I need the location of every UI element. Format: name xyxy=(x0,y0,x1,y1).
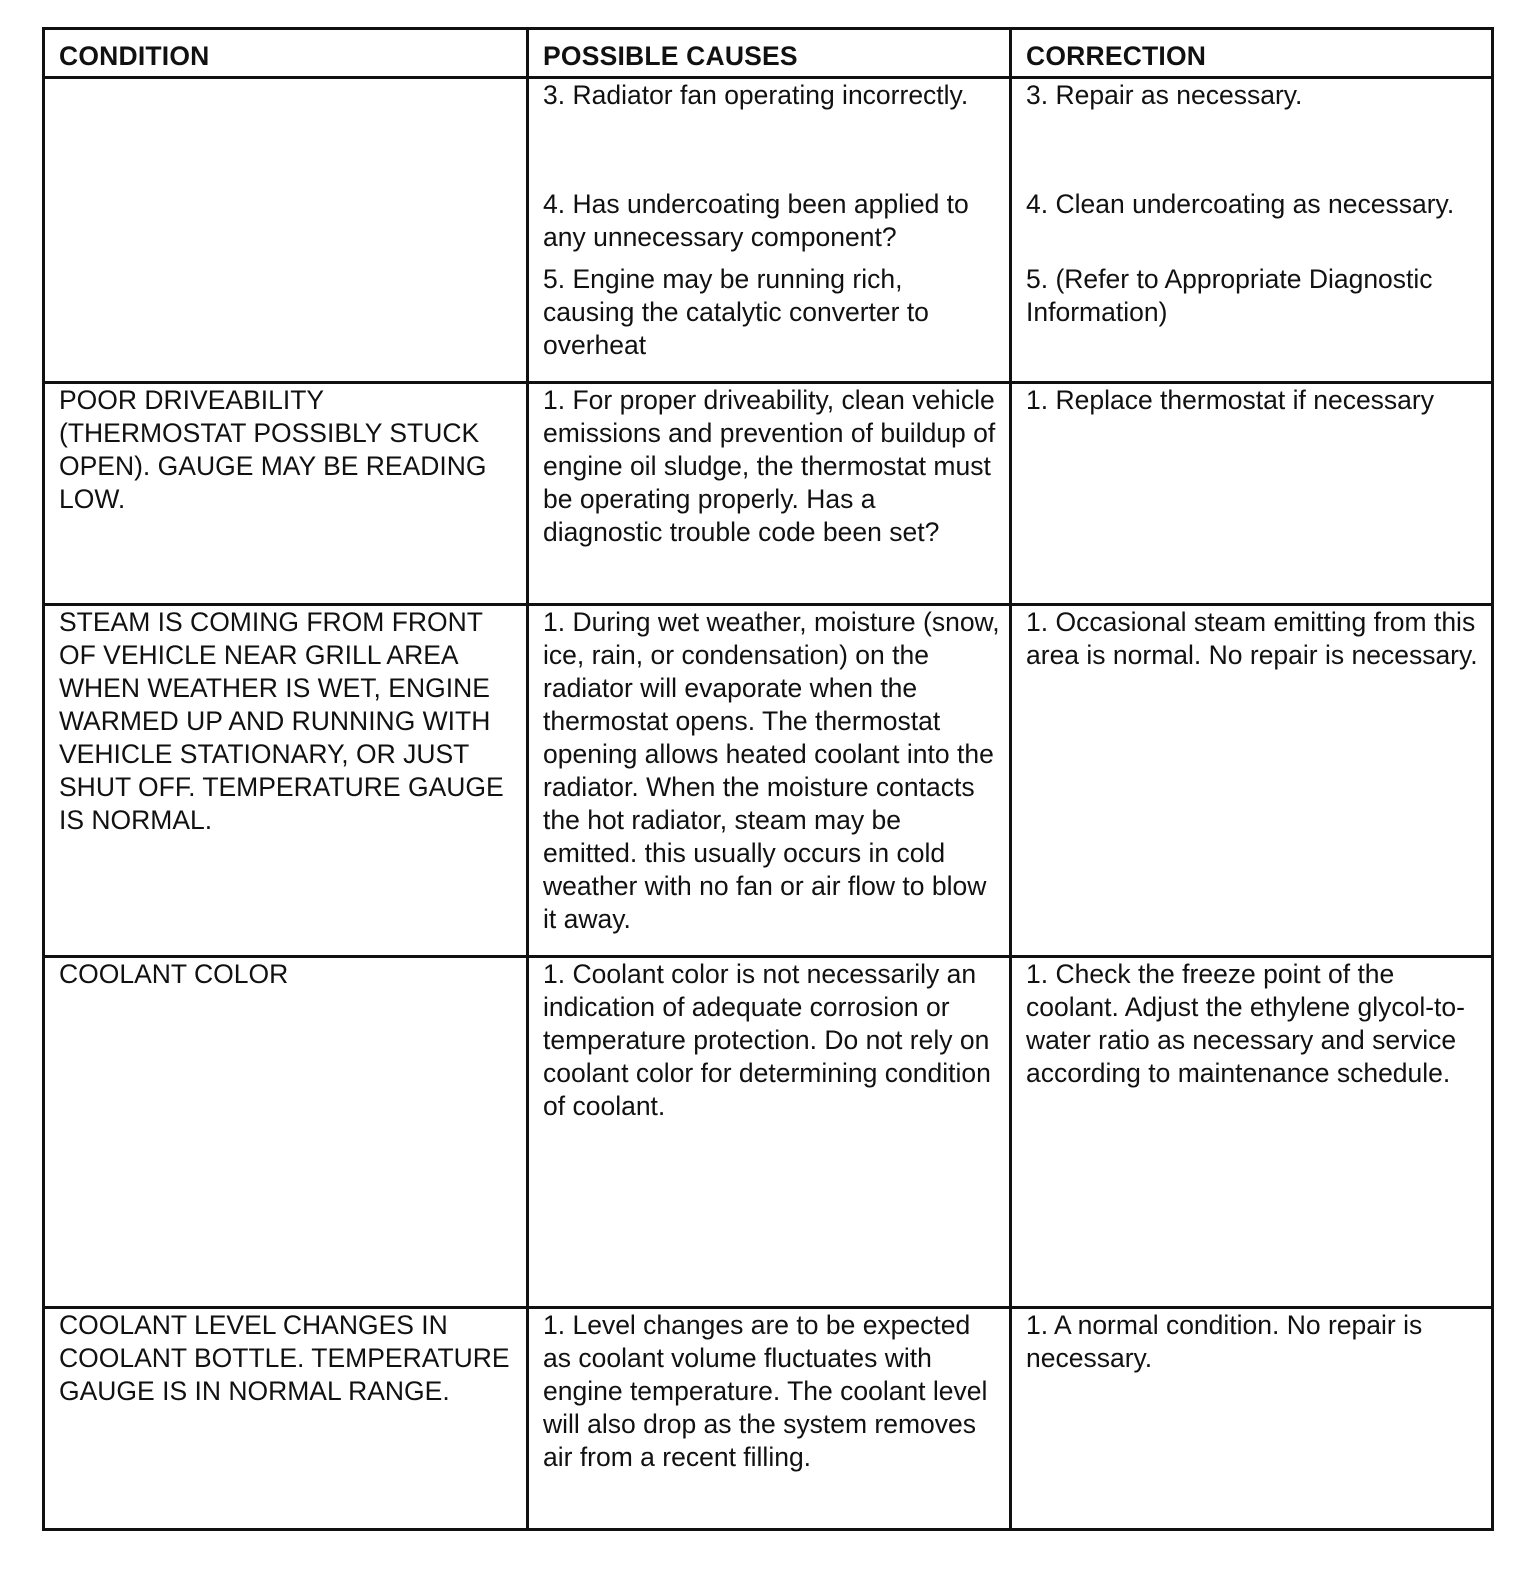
condition-cell xyxy=(44,78,528,383)
correction-item: 5. (Refer to Appropriate Diagnostic Information) xyxy=(1026,264,1433,327)
diagnosis-table xyxy=(42,27,1494,1531)
cause-item: 4. Has undercoating been applied to any unnecessary component? xyxy=(543,189,969,252)
correction-item: 4. Clean undercoating as necessary. xyxy=(1026,189,1455,219)
correction-cell xyxy=(1011,1308,1493,1530)
correction-cell xyxy=(1011,383,1493,605)
header-correction: CORRECTION xyxy=(1011,29,1493,78)
correction-cell xyxy=(1011,957,1493,1308)
correction-cell xyxy=(1011,78,1493,383)
correction-item: 1. Check the freeze point of the coolant. Adjust the ethylene glycol-to-water ratio as necessary and service according to maintenance schedule. xyxy=(1026,959,1465,1088)
header-possible-causes: POSSIBLE CAUSES xyxy=(528,29,1011,78)
cause-item: 1. Level changes are to be expected as coolant volume fluctuates with engine temperature. The coolant level will also drop as the system removes air from a recent filling. xyxy=(543,1310,988,1472)
causes-cell xyxy=(528,383,1011,605)
correction-cell xyxy=(1011,605,1493,957)
condition-cell: COOLANT LEVEL CHANGES IN COOLANT BOTTLE. TEMPERATURE GAUGE IS IN NORMAL RANGE. xyxy=(44,1308,528,1530)
cause-item: 1. For proper driveability, clean vehicle emissions and prevention of buildup of engine oil sludge, the thermostat must be operating properly. Has a diagnostic trouble code been set? xyxy=(543,385,996,547)
causes-cell xyxy=(528,957,1011,1308)
cause-item: 3. Radiator fan operating incorrectly. xyxy=(543,80,969,110)
causes-cell xyxy=(528,1308,1011,1530)
cause-item: 1. Coolant color is not necessarily an indication of adequate corrosion or temperature protection. Do not rely on coolant color for determining condition of coolant. xyxy=(543,959,991,1121)
correction-item: 1. A normal condition. No repair is necessary. xyxy=(1026,1310,1423,1373)
causes-cell xyxy=(528,605,1011,957)
cause-item: 1. During wet weather, moisture (snow, ice, rain, or condensation) on the radiator will evaporate when the thermostat opens. The thermostat opening allows heated coolant into the radiator. When the moisture contacts the hot radiator, steam may be emitted. this usually occurs in cold weather with no fan or air flow to blow it away. xyxy=(543,607,1000,934)
cause-item: 5. Engine may be running rich, causing the catalytic converter to overheat xyxy=(543,264,929,360)
table-row xyxy=(44,78,1493,383)
correction-item: 1. Occasional steam emitting from this area is normal. No repair is necessary. xyxy=(1026,607,1478,670)
condition-cell: STEAM IS COMING FROM FRONT OF VEHICLE NEAR GRILL AREA WHEN WEATHER IS WET, ENGINE WARMED UP AND RUNNING WITH VEHICLE STATIONARY, OR JUST SHUT OFF. TEMPERATURE GAUGE IS NORMAL. xyxy=(44,605,528,957)
table-row xyxy=(44,957,1493,1308)
table-row xyxy=(44,383,1493,605)
header-row xyxy=(44,29,1493,78)
correction-item: 1. Replace thermostat if necessary xyxy=(1026,385,1434,415)
table-row xyxy=(44,605,1493,957)
header-condition: CONDITION xyxy=(44,29,528,78)
table-row xyxy=(44,1308,1493,1530)
condition-cell: POOR DRIVEABILITY (THERMOSTAT POSSIBLY STUCK OPEN). GAUGE MAY BE READING LOW. xyxy=(44,383,528,605)
causes-cell xyxy=(528,78,1011,383)
correction-item: 3. Repair as necessary. xyxy=(1026,80,1303,110)
condition-cell: COOLANT COLOR xyxy=(44,957,528,1308)
